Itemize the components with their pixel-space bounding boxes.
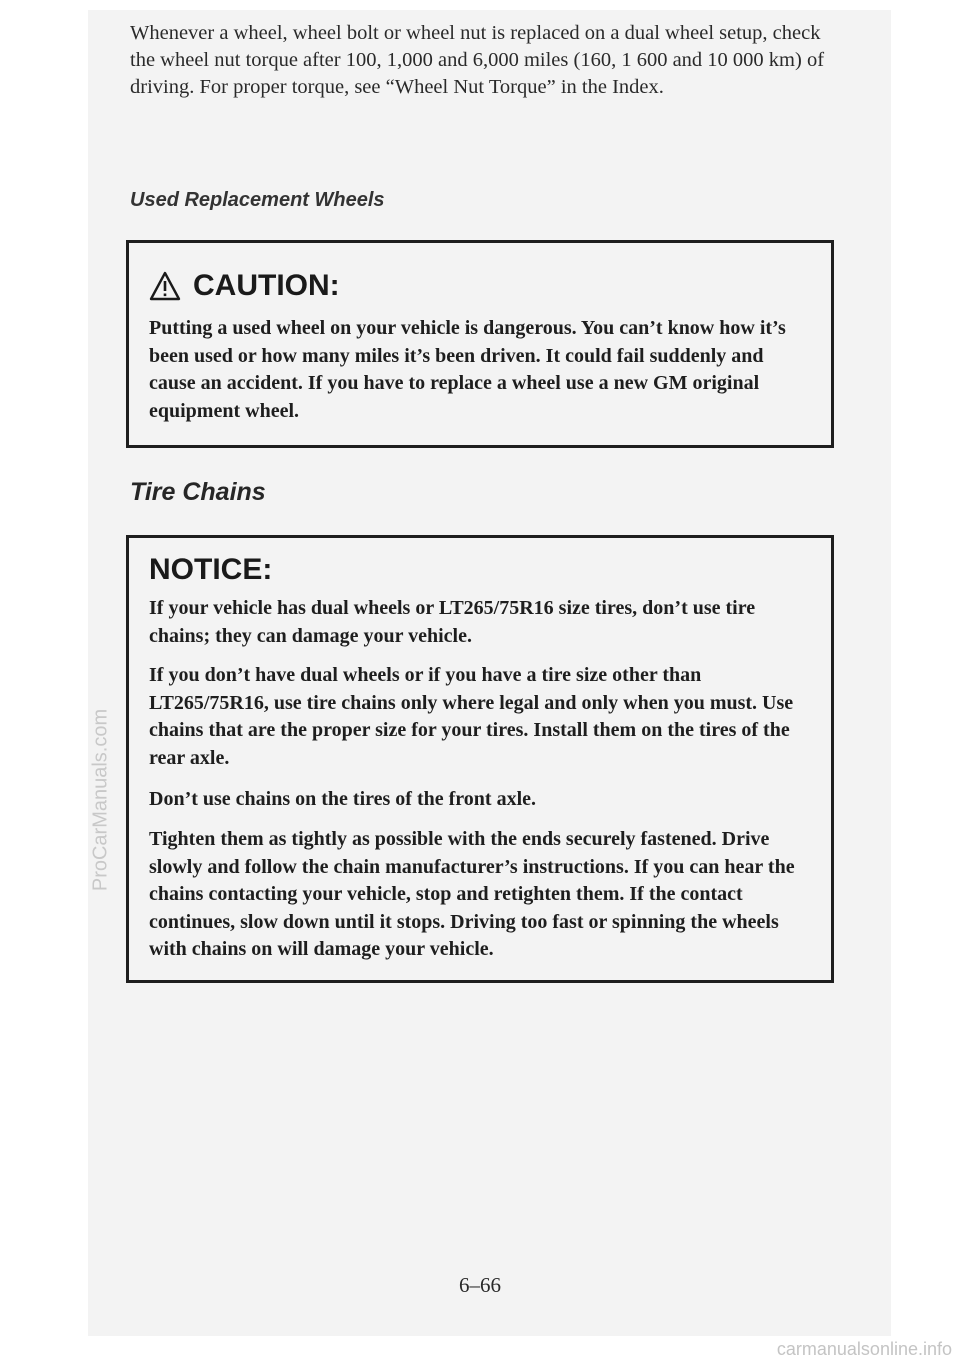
notice-paragraph: If your vehicle has dual wheels or LT265/75R16 size tires, don’t use tire chains; they can damage your vehicle. — [149, 597, 756, 647]
caution-label: CAUTION: — [193, 269, 340, 302]
used-wheels-heading: Used Replacement Wheels — [130, 189, 385, 211]
notice-box — [126, 535, 834, 983]
notice-paragraph: Tighten them as tightly as possible with the ends securely fastened. Drive slowly and follow the chain manufacturer’s instructions. If you can hear the chains contacting your vehicle, stop and retighten them. If the contact continues, slow down until it stops. Driving too fast or spinning the wheels with chains on will damage your vehicle. — [149, 828, 795, 960]
notice-title: NOTICE: — [149, 553, 273, 586]
side-watermark-text: ProCarManuals.com — [89, 708, 112, 892]
notice-paragraph: Don’t use chains on the tires of the front axle. — [149, 788, 537, 810]
tire-chains-heading: Tire Chains — [130, 478, 266, 506]
notice-paragraph: If you don’t have dual wheels or if you have a tire size other than LT265/75R16, use tire chains only where legal and only when you must. Use chains that are the proper size for your tires. Install them on the tires of the rear axle. — [149, 664, 794, 769]
page-number: 6–66 — [459, 1273, 501, 1297]
caution-box — [126, 240, 834, 448]
caution-title — [149, 269, 340, 303]
intro-paragraph: Whenever a wheel, wheel bolt or wheel nut is replaced on a dual wheel setup, check the wheel nut torque after 100, 1,000 and 6,000 miles (160, 1 600 and 10 000 km) of driving. For proper torque, see “Wheel Nut Torque” in the Index. — [130, 22, 825, 98]
footer-watermark: carmanualsonline.info — [776, 1339, 952, 1359]
caution-text: Putting a used wheel on your vehicle is dangerous. You can’t know how it’s been used or how many miles it’s been driven. It could fail suddenly and cause an accident. If you have to replace a wheel use a new GM original equipment wheel. — [149, 317, 786, 422]
warning-triangle-icon — [149, 271, 181, 301]
